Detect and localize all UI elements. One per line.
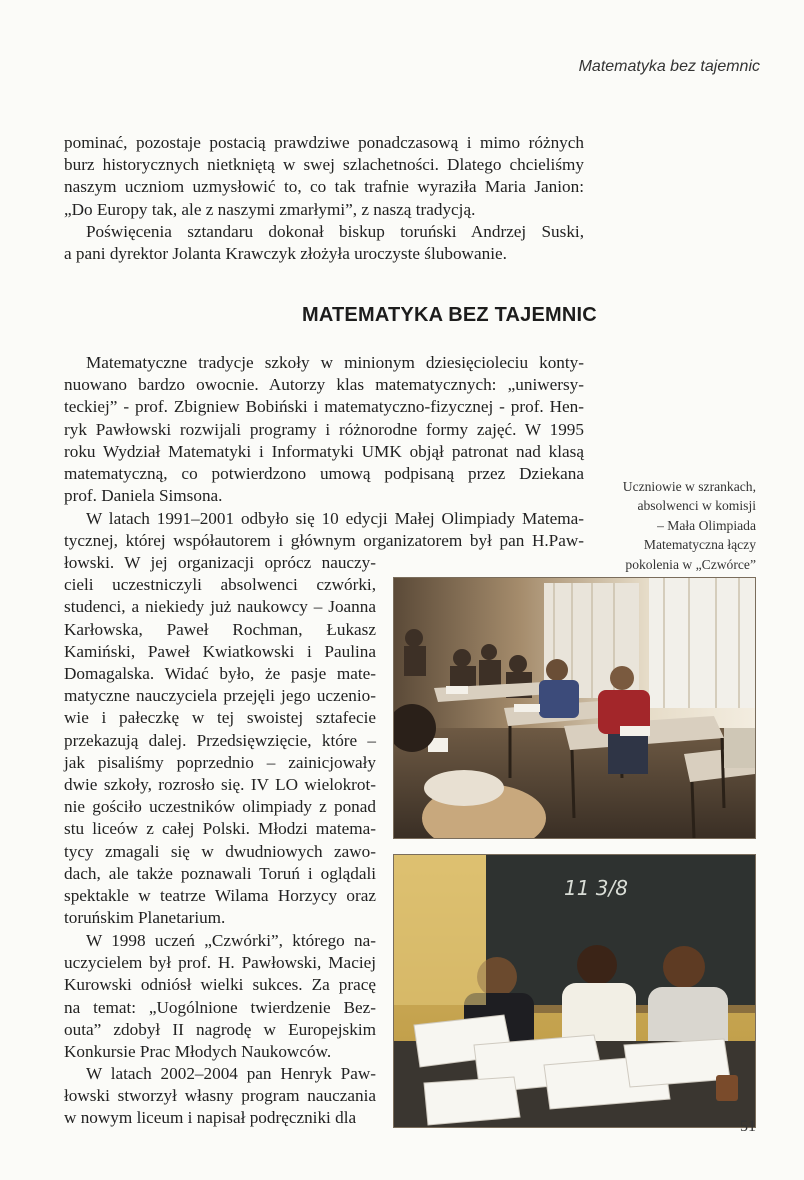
text-line: łowski. W jej organizacji oprócz nauczy- [64,553,376,572]
section-paragraph-2 [64,508,584,552]
section-paragraph-2-continued [64,552,376,929]
text-line: cieli uczestniczyli absolwenci czwórki, [64,575,376,595]
text-line: stu liceów z całej Polski. Młodzi matema- [64,819,376,839]
text-line: prof. Daniela Simsona. [64,486,223,506]
text-line: matyczne nauczyciela przejęli jego uczenio- [64,686,376,706]
photo-jury-table-image [394,855,755,1127]
text-line: tycznej, której współautorem i głównym organizatorem był pan H.Paw- [64,531,584,551]
blackboard-writing: 11 3/8 [564,876,628,900]
text-line: Kurowski odniósł wielki sukces. Za pracę [64,975,376,995]
text-line: ryk Pawłowski rozwijali programy i różnorodne formy zajęć. W 1995 [64,419,584,439]
text-line: Poświęcenia sztandaru dokonał biskup toruński Andrzej Suski, [86,222,584,241]
text-line: Domagalska. Widać było, że pasje mate- [64,664,376,684]
text-line: dwie szkoły, rozrosło się. IV LO wielokrot- [64,775,376,795]
caption-line: Matematyczna łączy [643,537,756,553]
caption-line: Uczniowie w szrankach, [622,479,756,494]
section-heading: MATEMATYKA BEZ TAJEMNIC [302,304,597,326]
text-line: roku Wydział Matematyki i Informatyki UMK objął patronat nad klasą [64,441,584,461]
text-line: Matematyczne tradycje szkoły w minionym dziesięcioleciu konty- [86,353,584,372]
section-paragraph-4 [64,1063,376,1130]
text-line: nie gościło uczestników olimpiady z ponad [64,797,376,817]
text-line: uczycielem był prof. H. Pawłowski, Maciej [64,953,376,973]
text-line: naszym uczniom uzmysłowić to, co tak trafnie wyraziła Maria Janion: [64,177,584,197]
section-paragraph-3 [64,930,376,1063]
intro-paragraph-2 [64,221,584,265]
text-line: w nowym liceum i napisał podręczniki dla [64,1108,357,1128]
photo-students-exam-image [394,578,755,838]
text-line: pominać, pozostaje postacią prawdziwe ponadczasową i mimo różnych [64,133,584,152]
text-line: nuowano bardzo owocnie. Autorzy klas matematycznych: „uniwersy- [64,375,584,395]
text-line: Kamiński, Paweł Kwiatkowski i Paulina [64,641,376,661]
text-line: W latach 2002–2004 pan Henryk Paw- [86,1064,376,1083]
photo-caption [576,477,756,574]
photo-students-exam [393,577,756,839]
text-line: Konkursie Prac Młodych Naukowców. [64,1042,332,1062]
caption-line: absolwenci w komisji [637,498,756,514]
caption-line: pokolenia w „Czwórce” [625,556,756,572]
photo-jury-table [393,854,756,1128]
text-line: na temat: „Uogólnione twierdzenie Bez- [64,997,376,1017]
intro-paragraph-1 [64,132,584,221]
text-line: W 1998 uczeń „Czwórki”, którego na- [86,931,376,950]
text-line: tycy zmagali się w dwudniowych zawo- [64,841,376,861]
text-line: a pani dyrektor Jolanta Krawczyk złożyła uroczyste ślubowanie. [64,244,507,264]
text-line: studenci, a niekiedy już naukowcy – Joanna [64,597,376,617]
text-line: spektakle w teatrze Wilama Horzycy oraz [64,886,376,906]
text-line: „Do Europy tak, ale z naszymi zmarłymi”, z naszą tradycją. [64,199,476,219]
page-number: 51 [740,1118,756,1135]
text-line: przekazują dalej. Przedsięwzięcie, które – [64,730,376,750]
text-line: outa” zdobył II nagrodę w Europejskim [64,1019,376,1039]
running-header: Matematyka bez tajemnic [578,58,760,75]
text-line: dach, ale także poznawali Toruń i oglądali [64,863,376,883]
text-line: burz historycznych nietkniętą w swej szlachetności. Dlatego chcieliśmy [64,155,584,175]
text-line: jak pisaliśmy poprzednio – zainicjowały [64,752,376,772]
text-line: łowski stworzył własny program nauczania [64,1086,376,1106]
text-line: wie i pałeczkę w tej swoistej sztafecie [64,708,376,728]
text-line: teckiej” - prof. Zbigniew Bobiński i matematyczno-fizycznej - prof. Hen- [64,397,584,417]
caption-line: – Mała Olimpiada [657,517,756,533]
section-paragraph-1 [64,352,584,507]
text-line: Karłowska, Paweł Rochman, Łukasz [64,619,376,639]
text-line: toruńskim Planetarium. [64,908,226,928]
text-line: matematyczną, co potwierdzono umową podpisaną przez Dziekana [64,464,584,484]
text-line: W latach 1991–2001 odbyło się 10 edycji Małej Olimpiady Matema- [86,509,584,528]
